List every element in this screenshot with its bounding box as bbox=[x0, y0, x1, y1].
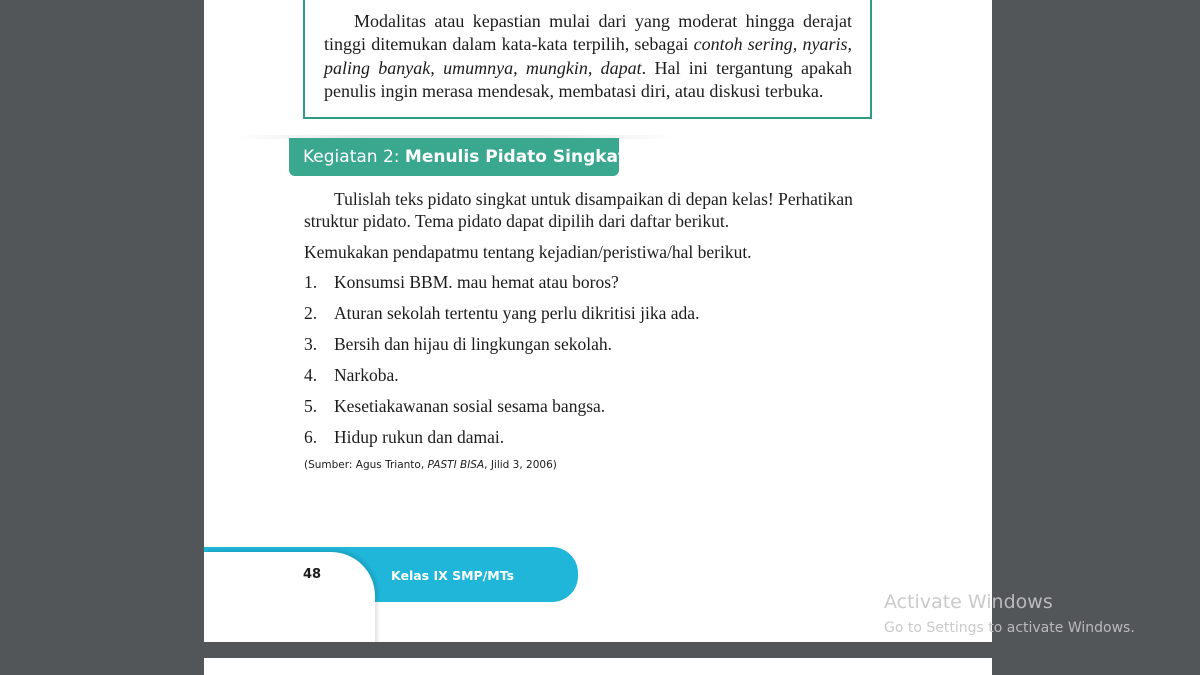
list-item-number: 6. bbox=[304, 427, 318, 447]
list-item bbox=[304, 333, 864, 364]
activity-prefix: Kegiatan 2: bbox=[303, 147, 405, 167]
activation-watermark-subtitle: Go to Settings to activate Windows. bbox=[884, 620, 1135, 636]
list-item bbox=[304, 395, 864, 426]
list-item-number: 4. bbox=[304, 365, 318, 385]
list-item bbox=[304, 364, 864, 395]
activation-watermark-title: Activate Windows bbox=[884, 591, 1053, 613]
list-item bbox=[304, 271, 864, 302]
list-item-text: Kesetiakawanan sosial sesama bangsa. bbox=[334, 396, 606, 416]
note-text-part: Modalitas atau kepastian mulai dari yang moderat hingga derajat tinggi ditemukan dalam kata-kata terpilih, sebagai bbox=[324, 11, 852, 55]
footer-page-tab bbox=[204, 552, 375, 642]
note-text-examples: contoh sering, nyaris, paling banyak, umumnya, mungkin, dapat bbox=[324, 34, 852, 78]
activity-heading bbox=[289, 138, 627, 176]
page-number: 48 bbox=[303, 567, 322, 582]
source-book-title: PASTI BISA bbox=[427, 459, 485, 471]
prompt-paragraph: Kemukakan pendapatmu tentang kejadian/peristiwa/hal berikut. bbox=[304, 242, 752, 262]
list-item-text: Aturan sekolah tertentu yang perlu dikritisi jika ada. bbox=[334, 303, 700, 323]
topic-list bbox=[304, 271, 864, 457]
modality-note-box bbox=[303, 0, 872, 119]
source-text-part: (Sumber: Agus Trianto, bbox=[304, 459, 428, 471]
list-item bbox=[304, 302, 864, 333]
activity-title: Menulis Pidato Singkat bbox=[404, 147, 627, 167]
list-item-number: 1. bbox=[304, 272, 318, 292]
list-item-text: Narkoba. bbox=[334, 365, 399, 385]
list-item-text: Konsumsi BBM. mau hemat atau boros? bbox=[334, 272, 619, 292]
source-text-part: , Jilid 3, 2006) bbox=[484, 459, 557, 471]
list-item-text: Hidup rukun dan damai. bbox=[334, 427, 505, 447]
list-item-number: 5. bbox=[304, 396, 318, 416]
source-citation bbox=[304, 459, 557, 471]
document-page bbox=[204, 0, 992, 642]
next-document-page bbox=[204, 658, 992, 675]
modality-note-text bbox=[324, 10, 852, 104]
list-item-text: Bersih dan hijau di lingkungan sekolah. bbox=[334, 334, 613, 354]
list-item bbox=[304, 426, 864, 457]
instruction-paragraph: Tulislah teks pidato singkat untuk disampaikan di depan kelas! Perhatikan struktur pidato. Tema pidato dapat dipilih dari daftar berikut. bbox=[304, 189, 853, 231]
note-text-part: . Hal ini tergantung apakah penulis ingin merasa mendesak, membatasi diri, atau diskusi terbuka. bbox=[324, 57, 852, 102]
list-item-number: 2. bbox=[304, 303, 318, 323]
list-item-number: 3. bbox=[304, 334, 318, 354]
class-label: Kelas IX SMP/MTs bbox=[391, 568, 515, 583]
